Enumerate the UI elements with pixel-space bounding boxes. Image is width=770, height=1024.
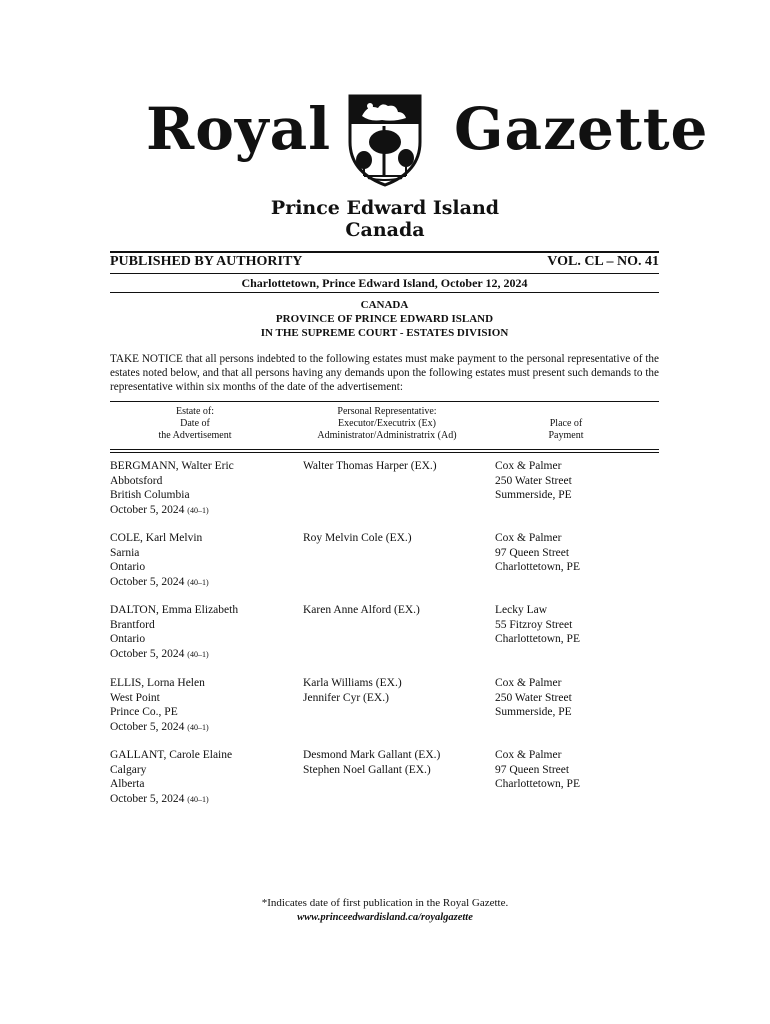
column-header-payment: [512, 418, 620, 442]
representative-cell: [303, 531, 483, 546]
first-publication-footnote: *Indicates date of first publication in the Royal Gazette.: [261, 897, 509, 909]
column-header-line: Estate of:: [175, 406, 215, 417]
header-top-rule: [110, 251, 659, 253]
estate-cell: [110, 676, 295, 735]
masthead-title-left: Royal: [146, 95, 332, 163]
estate-name: ELLIS, Lorna Helen: [110, 677, 205, 689]
advertisement-date-line: [110, 575, 295, 591]
header-bottom-rule: [110, 292, 659, 293]
column-header-representative: [294, 406, 480, 442]
column-header-estate: [140, 406, 250, 442]
payment-cell: [495, 676, 659, 720]
header-mid-rule: [110, 273, 659, 274]
advertisement-date: October 5, 2024: [110, 720, 185, 733]
masthead-subtitle-country: Canada: [345, 219, 425, 241]
advertisement-date-line: [110, 720, 295, 736]
estate-city: Sarnia: [110, 546, 140, 559]
representative-cell: [303, 459, 483, 474]
representative-name: Roy Melvin Cole (EX.): [303, 532, 412, 544]
advertisement-date: October 5, 2024: [110, 503, 185, 516]
gazette-url-link[interactable]: www.princeedwardisland.ca/royalgazette: [297, 912, 473, 923]
coat-of-arms-icon: [344, 92, 426, 188]
payment-cell: [495, 603, 659, 647]
volume-number: VOL. CL – NO. 41: [547, 254, 659, 269]
column-header-top-rule: [110, 401, 659, 402]
representative-cell: [303, 748, 483, 777]
court-heading: [110, 298, 659, 340]
payment-street: 97 Queen Street: [495, 763, 570, 776]
publication-code: (40–1): [187, 577, 209, 587]
estate-name: GALLANT, Carole Elaine: [110, 749, 233, 761]
heading-line: PROVINCE OF PRINCE EDWARD ISLAND: [275, 313, 494, 325]
representative-cell: [303, 603, 483, 618]
heading-line: CANADA: [360, 299, 409, 311]
payment-street: 55 Fitzroy Street: [495, 618, 573, 631]
take-notice-paragraph: TAKE NOTICE that all persons indebted to the following estates must make payment to the personal representative of the estates noted below, and that all persons having any demands upon the following estates must present such demands to the representative within six months of the date of the advertisement:: [110, 353, 659, 393]
estate-cell: [110, 603, 295, 662]
estate-entry: [110, 531, 659, 593]
payment-street: 250 Water Street: [495, 474, 572, 487]
publication-code: (40–1): [187, 722, 209, 732]
payment-city: Charlottetown, PE: [495, 778, 580, 790]
estate-name: BERGMANN, Walter Eric: [110, 460, 234, 472]
advertisement-date-line: [110, 647, 295, 663]
column-header-line: the Advertisement: [158, 430, 232, 441]
advertisement-date: October 5, 2024: [110, 792, 185, 805]
dateline: Charlottetown, Prince Edward Island, October 12, 2024: [241, 276, 528, 290]
heading-line: IN THE SUPREME COURT - ESTATES DIVISION: [260, 327, 509, 339]
payment-firm: Lecky Law: [495, 604, 548, 616]
payment-street: 97 Queen Street: [495, 546, 570, 559]
published-by-authority: PUBLISHED BY AUTHORITY: [110, 254, 303, 269]
advertisement-date-line: [110, 503, 295, 519]
masthead: [0, 92, 770, 192]
payment-city: Summerside, PE: [495, 489, 572, 501]
estate-region: British Columbia: [110, 489, 190, 501]
representative-name: Desmond Mark Gallant (EX.): [303, 749, 441, 761]
estate-cell: [110, 531, 295, 590]
estate-entry: [110, 676, 659, 738]
estate-region: Ontario: [110, 633, 146, 645]
estate-region: Alberta: [110, 778, 145, 790]
estate-city: Abbotsford: [110, 474, 163, 487]
payment-cell: [495, 459, 659, 503]
payment-street: 250 Water Street: [495, 691, 572, 704]
estate-name: COLE, Karl Melvin: [110, 532, 203, 544]
estate-entry: [110, 459, 659, 521]
column-header-line: Payment: [548, 430, 584, 441]
publication-code: (40–1): [187, 505, 209, 515]
payment-city: Charlottetown, PE: [495, 633, 580, 645]
advertisement-date: October 5, 2024: [110, 575, 185, 588]
representative-name: Karen Anne Alford (EX.): [303, 604, 420, 616]
advertisement-date-line: [110, 792, 295, 808]
estate-cell: [110, 748, 295, 807]
payment-cell: [495, 748, 659, 792]
column-header-line: Place of: [549, 418, 583, 429]
column-header-line: Executor/Executrix (Ex): [337, 418, 436, 429]
payment-city: Summerside, PE: [495, 706, 572, 718]
payment-firm: Cox & Palmer: [495, 677, 562, 689]
column-header-line: Administrator/Administratrix (Ad): [317, 430, 457, 441]
estate-name: DALTON, Emma Elizabeth: [110, 604, 239, 616]
payment-firm: Cox & Palmer: [495, 532, 562, 544]
estate-city: West Point: [110, 691, 160, 704]
estate-entry: [110, 603, 659, 665]
publication-code: (40–1): [187, 794, 209, 804]
payment-firm: Cox & Palmer: [495, 749, 562, 761]
representative-name: Karla Williams (EX.): [303, 677, 402, 689]
estate-city: Calgary: [110, 763, 147, 776]
column-header-line: Date of: [180, 418, 210, 429]
representative-name: Jennifer Cyr (EX.): [303, 691, 389, 704]
payment-firm: Cox & Palmer: [495, 460, 562, 472]
payment-city: Charlottetown, PE: [495, 561, 580, 573]
estate-city: Brantford: [110, 618, 155, 631]
representative-name: Walter Thomas Harper (EX.): [303, 460, 437, 472]
column-header-rule-2: [110, 452, 659, 453]
payment-cell: [495, 531, 659, 575]
estate-region: Ontario: [110, 561, 146, 573]
publication-code: (40–1): [187, 649, 209, 659]
estate-entry: [110, 748, 659, 810]
estate-region: Prince Co., PE: [110, 706, 178, 718]
column-header-line: Personal Representative:: [337, 406, 437, 417]
masthead-title-right: Gazette: [454, 95, 709, 163]
representative-name: Stephen Noel Gallant (EX.): [303, 763, 431, 776]
estate-cell: [110, 459, 295, 518]
column-header-rule-1: [110, 449, 659, 450]
representative-cell: [303, 676, 483, 705]
advertisement-date: October 5, 2024: [110, 647, 185, 660]
masthead-subtitle-province: Prince Edward Island: [270, 197, 500, 219]
